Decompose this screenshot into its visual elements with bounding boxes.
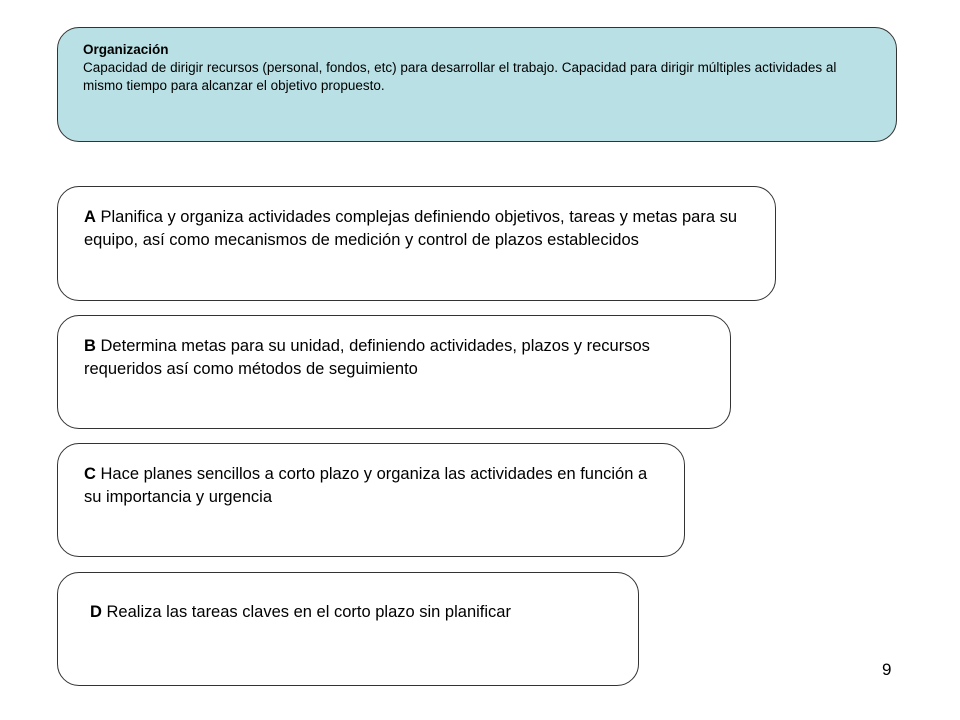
level-a-letter: A xyxy=(84,208,96,226)
level-b-text: Determina metas para su unidad, definiendo actividades, plazos y recursos requeridos así como métodos de seguimiento xyxy=(84,337,650,378)
level-d-box xyxy=(57,572,639,686)
level-d-text: Realiza las tareas claves en el corto plazo sin planificar xyxy=(106,603,511,621)
page-number: 9 xyxy=(882,660,892,679)
competency-title: Organización xyxy=(83,42,169,57)
level-b-box xyxy=(57,315,731,429)
level-c-box xyxy=(57,443,685,557)
level-a-box xyxy=(57,186,776,301)
competency-description: Capacidad de dirigir recursos (personal, fondos, etc) para desarrollar el trabajo. Capacidad para dirigir múltiples actividades al mismo tiempo para alcanzar el objetivo propuesto. xyxy=(83,60,837,93)
level-d-letter: D xyxy=(90,603,102,621)
level-a-text: Planifica y organiza actividades complejas definiendo objetivos, tareas y metas para su equipo, así como mecanismos de medición y control de plazos establecidos xyxy=(84,208,738,249)
level-c-letter: C xyxy=(84,465,96,483)
competency-header-box xyxy=(57,27,897,142)
level-c-text: Hace planes sencillos a corto plazo y organiza las actividades en función a su importancia y urgencia xyxy=(84,465,648,506)
level-b-letter: B xyxy=(84,337,96,355)
